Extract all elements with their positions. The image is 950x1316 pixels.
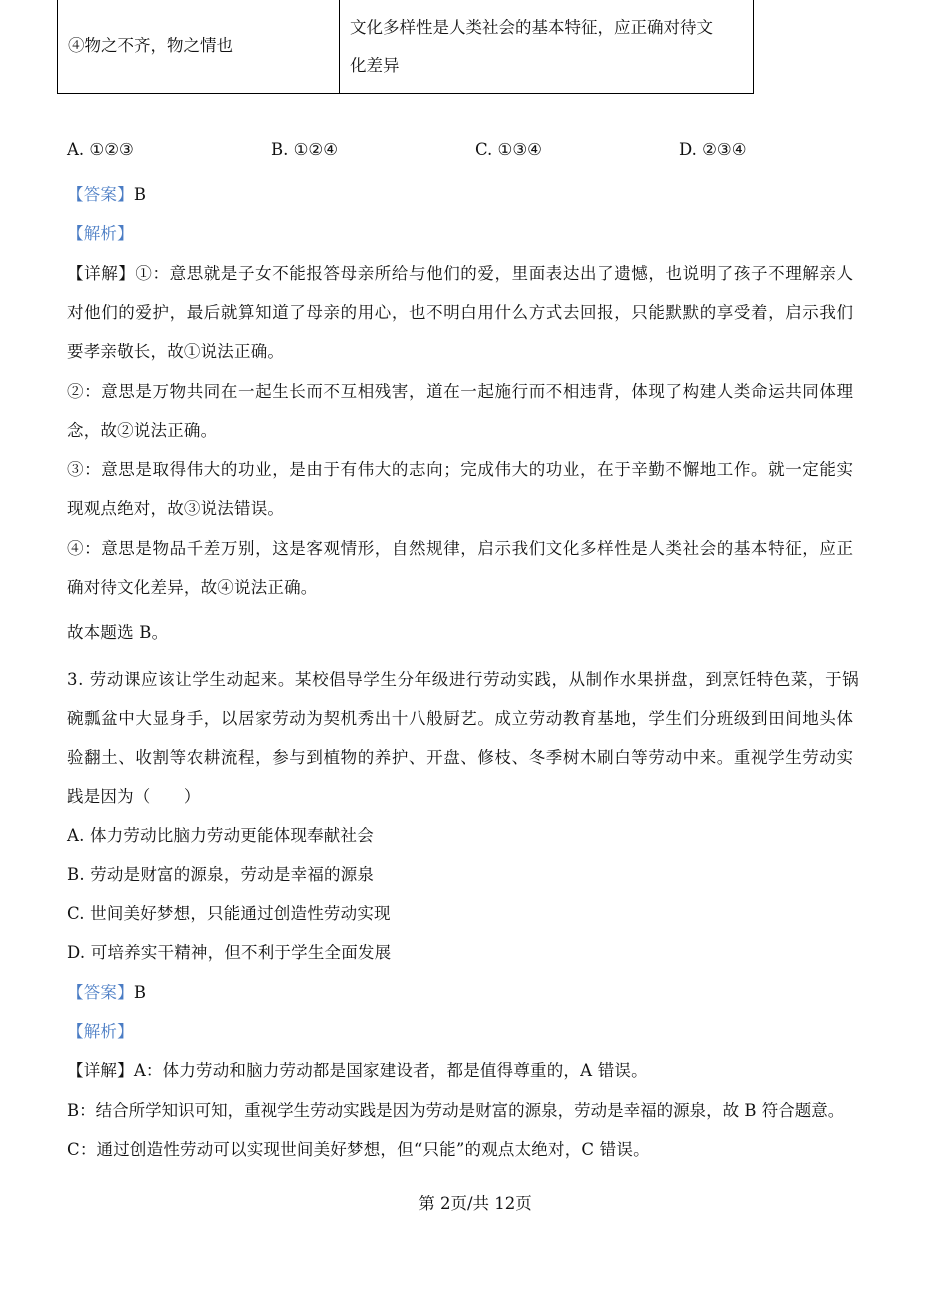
table-cell-quote: ④物之不齐，物之情也 (58, 0, 340, 94)
answer-tag: 【答案】 (67, 185, 134, 204)
detail-text: ①：意思就是子女不能报答母亲所给与他们的爱，里面表达出了遗憾，也说明了孩子不理解亲人 (135, 264, 854, 283)
q3-answer (67, 979, 146, 1003)
detail-text: A：体力劳动和脑力劳动都是国家建设者，都是值得尊重的，A 错误。 (133, 1061, 648, 1080)
table-row (58, 0, 754, 94)
comparison-table (57, 0, 754, 94)
q3-stem-line: 验翻土、收割等农耕流程，参与到植物的养护、开盘、修枝、冬季树木刷白等劳动中来。重视学生劳动实 (67, 748, 854, 767)
q3-detail-line: B：结合所学知识可知，重视学生劳动实践是因为劳动是财富的源泉，劳动是幸福的源泉，故 B 符合题意。 (67, 1101, 845, 1120)
q2-option-a: A. ①②③ (67, 140, 134, 159)
q3-stem-line: 践是因为（ ） (67, 787, 201, 806)
q2-option-b: B. ①②④ (271, 140, 338, 159)
q3-detail-line (67, 1057, 648, 1081)
q2-detail-line: 要孝亲敬长，故①说法正确。 (67, 342, 285, 361)
q2-analysis-tag: 【解析】 (67, 224, 134, 243)
q2-answer (67, 181, 146, 205)
detail-tag: 【详解】 (67, 1061, 134, 1080)
q2-detail-line: 现观点绝对，故③说法错误。 (67, 499, 285, 518)
q3-analysis-tag: 【解析】 (67, 1022, 134, 1041)
q2-detail-line (67, 260, 854, 284)
q3-stem-line: 3. 劳动课应该让学生动起来。某校倡导学生分年级进行劳动实践，从制作水果拼盘，到烹饪特色菜，于锅 (67, 670, 860, 689)
q3-option-a: A. 体力劳动比脑力劳动更能体现奉献社会 (67, 826, 374, 845)
q3-detail-line: C：通过创造性劳动可以实现世间美好梦想，但“只能”的观点太绝对，C 错误。 (67, 1140, 650, 1159)
q2-detail-line: 念，故②说法正确。 (67, 421, 218, 440)
q2-conclusion: 故本题选 B。 (67, 623, 169, 642)
table-cell-meaning (340, 0, 754, 94)
q3-option-b: B. 劳动是财富的源泉，劳动是幸福的源泉 (67, 865, 375, 884)
answer-value: B (133, 983, 147, 1002)
q2-detail-line: ④：意思是物品千差万别，这是客观情形，自然规律，启示我们文化多样性是人类社会的基本特征，应正 (67, 539, 854, 558)
detail-tag: 【详解】 (67, 264, 136, 283)
q2-option-d: D. ②③④ (679, 140, 747, 159)
q3-option-c: C. 世间美好梦想，只能通过创造性劳动实现 (67, 904, 391, 923)
q2-detail-line: 对他们的爱护，最后就算知道了母亲的用心，也不明白用什么方式去回报，只能默默的享受着，启示我们 (67, 303, 854, 322)
table-cell-meaning-line2: 化差异 (350, 56, 400, 75)
q3-stem-line: 碗瓢盆中大显身手，以居家劳动为契机秀出十八般厨艺。成立劳动教育基地，学生们分班级到田间地头体 (67, 709, 854, 728)
table-cell-meaning-line1: 文化多样性是人类社会的基本特征，应正确对待文 (350, 18, 713, 37)
page-number-footer: 第 2页/共 12页 (418, 1194, 532, 1213)
answer-tag: 【答案】 (67, 983, 134, 1002)
q2-detail-line: 确对待文化差异，故④说法正确。 (67, 578, 318, 597)
q2-detail-line: ②：意思是万物共同在一起生长而不互相残害，道在一起施行而不相违背，体现了构建人类命运共同体理 (67, 382, 854, 401)
q3-option-d: D. 可培养实干精神，但不利于学生全面发展 (67, 943, 392, 962)
answer-value: B (133, 185, 147, 204)
q2-options (67, 140, 867, 168)
q2-detail-line: ③：意思是取得伟大的功业，是由于有伟大的志向；完成伟大的功业，在于辛勤不懈地工作。就一定能实 (67, 460, 854, 479)
q2-option-c: C. ①③④ (475, 140, 542, 159)
